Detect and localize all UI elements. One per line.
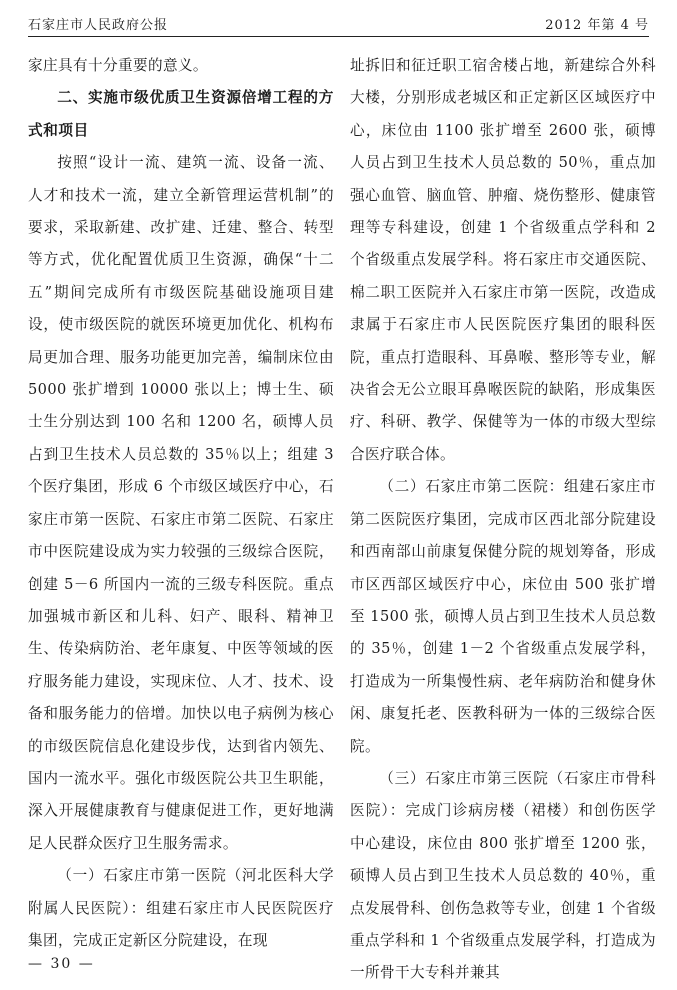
page-header bbox=[28, 10, 649, 32]
right-column bbox=[350, 50, 656, 990]
paragraph-item-2: （二）石家庄市第二医院：组建石家庄市第二医院医疗集团，完成市区西北部分院建设和西南部山前康复保健分院的规划筹备，形成市区西部区域医疗中心，床位由 500 张扩增至 1500 张，硕博人员占到卫生技术人员总数的 35％，创建 1－2 个省级重点发展学科，打造成为一所集慢性病、老年病防治和健身休闲、康复托老、医教科研为一体的三级综合医院。 bbox=[350, 478, 656, 755]
header-divider bbox=[28, 36, 649, 37]
page-number: — 30 — bbox=[28, 956, 95, 972]
paragraph-item-1-continued: 址拆旧和征迁职工宿舍楼占地，新建综合外科大楼，分别形成老城区和正定新区区域医疗中心，床位由 1100 张扩增至 2600 张，硕博人员占到卫生技术人员总数的 50％，重点加强心血管、脑血管、肿瘤、烧伤整形、健康管理等专科建设，创建 1 个省级重点学科和 2 个省级重点发展学科。将石家庄市交通医院、棉二职工医院并入石家庄市第一医院，改造成隶属于石家庄市人民医院医疗集团的眼科医院，重点打造眼科、耳鼻喉、整形等专业，解决省会无公立眼耳鼻喉医院的缺陷，形成集医疗、科研、教学、保健等为一体的市级大型综合医疗联合体。 bbox=[350, 57, 656, 463]
section-heading: 二、实施市级优质卫生资源倍增工程的方式和项目 bbox=[28, 89, 334, 139]
paragraph-item-3: （三）石家庄市第三医院（石家庄市骨科医院）：完成门诊病房楼（裙楼）和创伤医学中心建设，床位由 800 张扩增至 1200 张，硕博人员占到卫生技术人员总数的 40％，重点发展骨科、创伤急救等专业，创建 1 个省级重点学科和 1 个省级重点发展学科，打造成为一所骨干大专科并兼其 bbox=[350, 769, 656, 982]
publication-title: 石家庄市人民政府公报 bbox=[28, 18, 169, 33]
paragraph-main: 按照“设计一流、建筑一流、设备一流、人才和技术一流，建立全新管理运营机制”的要求，采取新建、改扩建、迁建、整合、转型等方式，优化配置优质卫生资源，确保“十二五”期间完成所有市级医院基础设施项目建设，使市级医院的就医环境更加优化、机构布局更加合理、服务功能更加完善，编制床位由 5000 张扩增到 10000 张以上；博士生、硕士生分别达到 100 名和 1200 名，硕博人员占到卫生技术人员总数的 35％以上；组建 3 个医疗集团，形成 6 个市级区域医疗中心，石家庄市第一医院、石家庄市第二医院、石家庄市中医院建设成为实力较强的三级综合医院，创建 5－6 所国内一流的三级专科医院。重点加强城市新区和儿科、妇产、眼科、精神卫生、传染病防治、老年康复、中医等领域的医疗服务能力建设，实现床位、人才、技术、设备和服务能力的倍增。加快以电子病例为核心的市级医院信息化建设步伐，达到省内领先、国内一流水平。强化市级医院公共卫生职能，深入开展健康教育与健康促进工作，更好地满足人民群众医疗卫生服务需求。 bbox=[28, 154, 334, 852]
paragraph-continuation: 家庄具有十分重要的意义。 bbox=[28, 57, 208, 74]
left-column bbox=[28, 50, 334, 957]
issue-number: 2012 年第 4 号 bbox=[545, 18, 649, 33]
paragraph-item-1: （一）石家庄市第一医院（河北医科大学附属人民医院）：组建石家庄市人民医院医疗集团，完成正定新区分院建设，在现 bbox=[28, 867, 334, 949]
